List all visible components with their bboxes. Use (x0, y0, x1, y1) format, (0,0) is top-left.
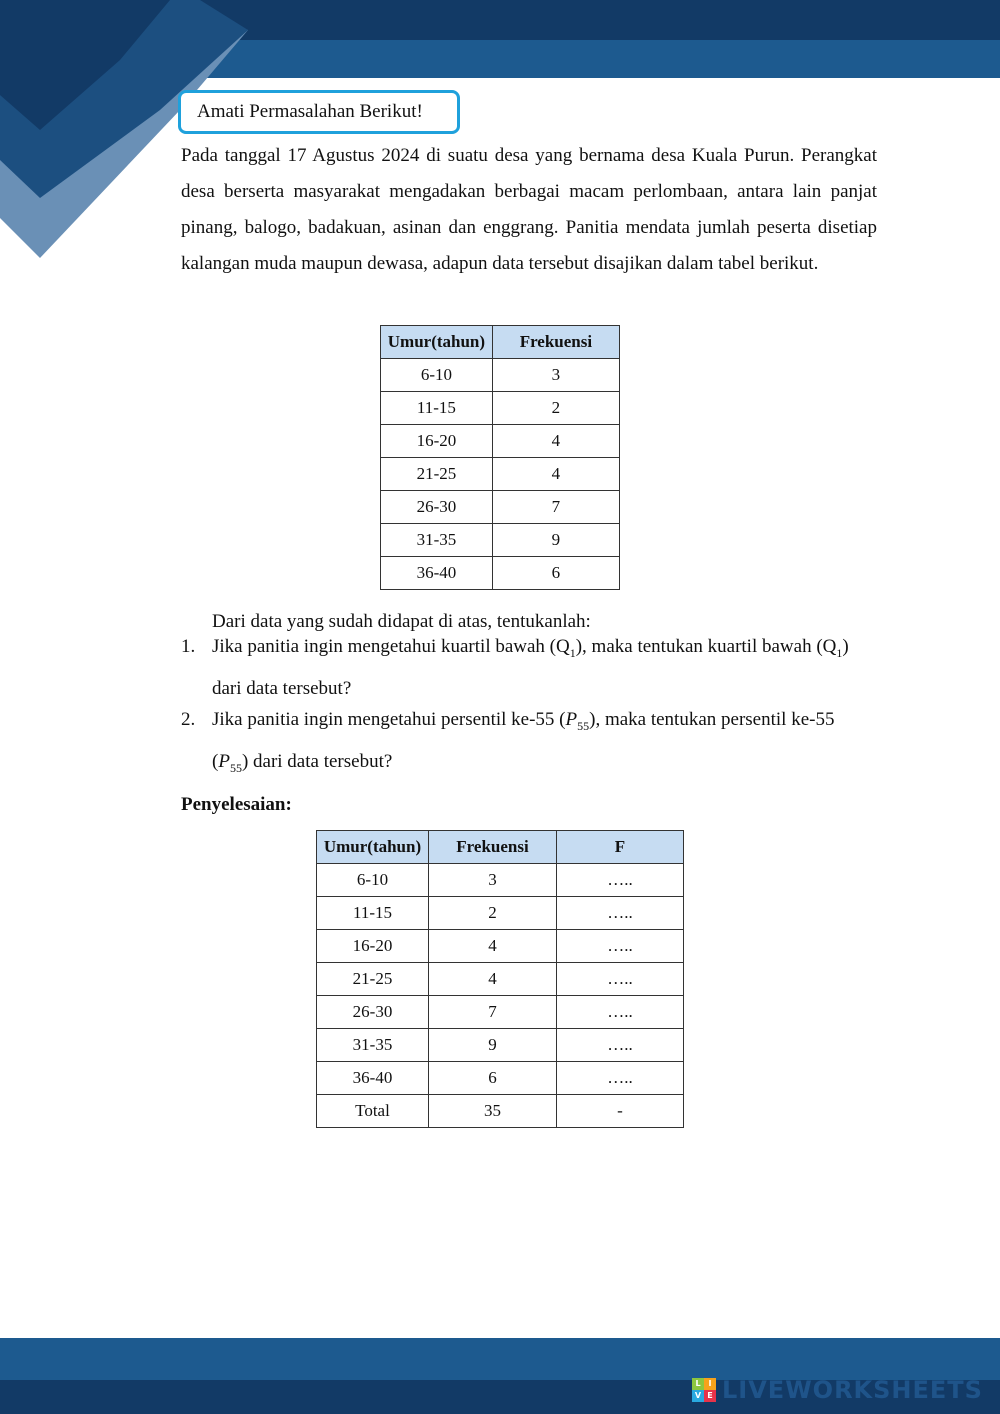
age-cell: 21-25 (317, 963, 429, 996)
cumulative-input-cell[interactable]: ….. (557, 1062, 684, 1095)
age-cell: 31-35 (317, 1029, 429, 1062)
liveworksheets-watermark (692, 1378, 992, 1402)
age-cell: 26-30 (381, 491, 493, 524)
freq-cell: 9 (492, 524, 619, 557)
age-cell: 26-30 (317, 996, 429, 1029)
question-1 (181, 629, 871, 707)
question-text (212, 702, 871, 786)
cumulative-input-cell[interactable]: ….. (557, 963, 684, 996)
column-header: Frekuensi (429, 831, 557, 864)
logo-letter: I (704, 1378, 716, 1390)
table-header-row (317, 831, 684, 864)
column-header: F (557, 831, 684, 864)
cumulative-input-cell[interactable]: ….. (557, 864, 684, 897)
freq-cell: 2 (429, 897, 557, 930)
math-variable: P (218, 750, 230, 772)
freq-cell: 2 (492, 392, 619, 425)
freq-cell: 7 (492, 491, 619, 524)
subscript: 55 (229, 760, 242, 775)
age-cell: 11-15 (317, 897, 429, 930)
total-f-cell: - (557, 1095, 684, 1128)
question-number: 2. (181, 709, 196, 730)
table-total-row (317, 1095, 684, 1128)
freq-cell: 4 (429, 930, 557, 963)
freq-cell: 4 (492, 425, 619, 458)
question-text-part: ), maka tentukan persentil ke-55 ( (212, 709, 835, 772)
age-cell: 36-40 (317, 1062, 429, 1095)
table-row (381, 359, 620, 392)
freq-cell: 9 (429, 1029, 557, 1062)
column-header: Umur(tahun) (317, 831, 429, 864)
question-text-part: Jika panitia ingin mengetahui persentil ke-55 ( (212, 709, 566, 730)
questions-intro: Dari data yang sudah didapat di atas, tentukanlah: (212, 611, 591, 632)
table-row (317, 1029, 684, 1062)
age-cell: 36-40 (381, 557, 493, 590)
question-text-part: ) dari data tersebut? (212, 636, 849, 699)
freq-cell: 3 (492, 359, 619, 392)
freq-cell: 3 (429, 864, 557, 897)
age-cell: 16-20 (381, 425, 493, 458)
table-row (317, 996, 684, 1029)
question-text-part: ), maka tentukan kuartil bawah (Q (575, 636, 837, 657)
table-row (381, 425, 620, 458)
problem-title-box: Amati Permasalahan Berikut! (178, 90, 460, 134)
freq-cell: 6 (429, 1062, 557, 1095)
freq-cell: 4 (429, 963, 557, 996)
question-number: 1. (181, 636, 196, 657)
frequency-table (380, 325, 620, 590)
table-row (317, 1062, 684, 1095)
table-row (317, 864, 684, 897)
age-cell: 31-35 (381, 524, 493, 557)
footer-band-light (0, 1338, 1000, 1380)
column-header: Frekuensi (492, 326, 619, 359)
cumulative-input-cell[interactable]: ….. (557, 996, 684, 1029)
logo-letter: V (692, 1390, 704, 1402)
total-label-cell: Total (317, 1095, 429, 1128)
solution-table (316, 830, 684, 1128)
solution-label: Penyelesaian: (181, 794, 292, 815)
table-row (381, 524, 620, 557)
question-2 (181, 702, 871, 786)
cumulative-input-cell[interactable]: ….. (557, 897, 684, 930)
age-cell: 11-15 (381, 392, 493, 425)
table-header-row (381, 326, 620, 359)
age-cell: 6-10 (317, 864, 429, 897)
question-text (212, 629, 871, 707)
cumulative-input-cell[interactable]: ….. (557, 1029, 684, 1062)
total-value-cell: 35 (429, 1095, 557, 1128)
age-cell: 16-20 (317, 930, 429, 963)
column-header: Umur(tahun) (381, 326, 493, 359)
liveworksheets-logo-icon (692, 1378, 716, 1402)
question-text-part: ) dari data tersebut? (241, 750, 393, 772)
logo-letter: L (692, 1378, 704, 1390)
freq-cell: 6 (492, 557, 619, 590)
intro-paragraph: Pada tanggal 17 Agustus 2024 di suatu desa yang bernama desa Kuala Purun. Perangkat desa berserta masyarakat mengadakan berbagai macam perlombaan, antara lain panjat pinang, balogo, badakuan, asinan dan enggrang. Panitia mendata jumlah peserta disetiap kalangan muda maupun dewasa, adapun data tersebut disajikan dalam tabel berikut. (181, 145, 877, 274)
math-variable: P (565, 709, 578, 730)
cumulative-input-cell[interactable]: ….. (557, 930, 684, 963)
table-row (317, 930, 684, 963)
age-cell: 6-10 (381, 359, 493, 392)
logo-letter: E (704, 1390, 716, 1402)
subscript: 1 (569, 645, 576, 660)
table-row (381, 458, 620, 491)
table-row (317, 897, 684, 930)
table-row (381, 491, 620, 524)
age-cell: 21-25 (381, 458, 493, 491)
freq-cell: 4 (492, 458, 619, 491)
question-text-part: Jika panitia ingin mengetahui kuartil bawah (Q (212, 636, 570, 657)
liveworksheets-wordmark: LIVEWORKSHEETS (722, 1376, 983, 1404)
table-row (381, 392, 620, 425)
table-row (381, 557, 620, 590)
table-row (317, 963, 684, 996)
subscript: 1 (836, 645, 843, 660)
freq-cell: 7 (429, 996, 557, 1029)
subscript: 55 (577, 718, 590, 733)
